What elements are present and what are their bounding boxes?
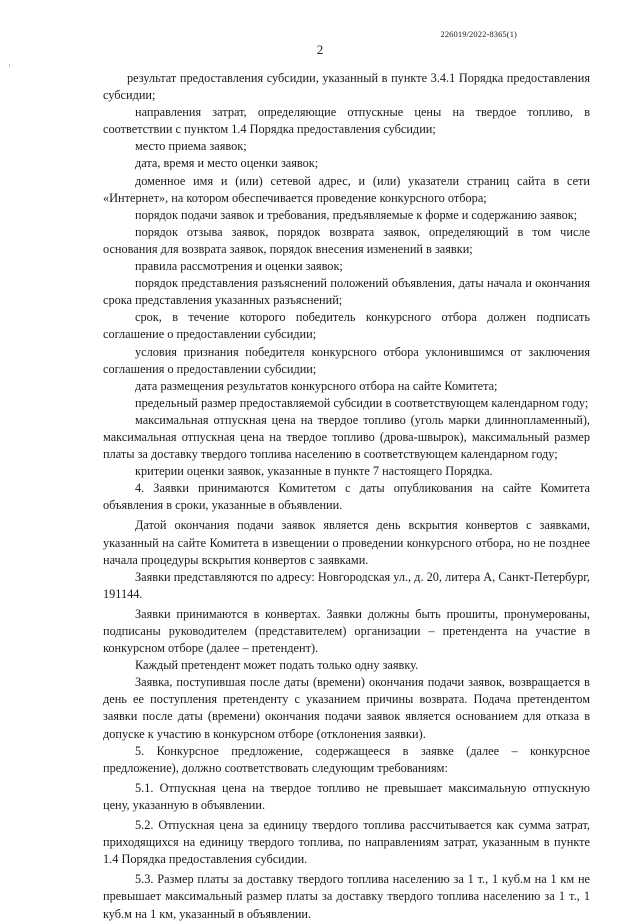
paragraph: 5.2. Отпускная цена за единицу твердого топлива рассчитывается как сумма затрат, приходящихся на единицу твердого топлива, по направлениям затрат, указанным в пункте 1.4 Порядка предоставления субсидии.	[103, 818, 590, 867]
paragraph: результат предоставления субсидии, указанный в пункте 3.4.1 Порядка предоставления субсидии;	[103, 71, 590, 103]
paragraph: порядок подачи заявок и требования, предъявляемые к форме и содержанию заявок;	[135, 207, 578, 222]
margin-mark	[9, 64, 10, 67]
page-number: 2	[316, 42, 324, 57]
paragraph: максимальная отпускная цена на твердое топливо (уголь марки длиннопламенный), максимальная отпускная цена на твердое топливо (дрова-швырок), максимальный размер платы за доставку твердого топлива населению в соответствующем календарном году;	[103, 412, 590, 462]
paragraph: 4. Заявки принимаются Комитетом с даты опубликования на сайте Комитета объявления в сроки, указанные в объявлении.	[103, 481, 590, 513]
paragraph: Заявки принимаются в конвертах. Заявки должны быть прошиты, пронумерованы, подписаны руководителем (представителем) организации – претендента на участие в конкурсном отборе (далее – претендент).	[103, 606, 590, 656]
document-id: 226019/2022-8365(1)	[440, 29, 517, 39]
paragraph: порядок представления разъяснений положений объявления, даты начала и окончания срока представления указанных разъяснений;	[103, 276, 590, 308]
paragraph: Каждый претендент может подать только одну заявку.	[135, 658, 419, 673]
paragraph: срок, в течение которого победитель конкурсного отбора должен подписать соглашение о предоставлении субсидии;	[103, 310, 590, 342]
paragraph: 5.1. Отпускная цена на твердое топливо не превышает максимальную отпускную цену, указанную в объявлении.	[103, 780, 590, 812]
document-body	[103, 70, 590, 923]
paragraph: порядок отзыва заявок, порядок возврата заявок, определяющий в том числе основания для возврата заявок, порядок внесения изменений в заявки;	[103, 224, 590, 256]
paragraph: правила рассмотрения и оценки заявок;	[135, 259, 343, 274]
paragraph: дата, время и место оценки заявок;	[135, 156, 319, 171]
paragraph: 5. Конкурсное предложение, содержащееся в заявке (далее – конкурсное предложение), должно соответствовать следующим требованиям:	[103, 743, 590, 775]
paragraph: доменное имя и (или) сетевой адрес, и (или) указатели страниц сайта в сети «Интернет», на котором обеспечивается проведение конкурсного отбора;	[103, 173, 590, 205]
paragraph: критерии оценки заявок, указанные в пункте 7 настоящего Порядка.	[135, 464, 493, 479]
paragraph: дата размещения результатов конкурсного отбора на сайте Комитета;	[135, 378, 498, 393]
paragraph: Датой окончания подачи заявок является день вскрытия конвертов с заявками, указанный на сайте Комитета в извещении о проведении конкурсного отбора, но не позднее начала процедуры вскрытия конвертов с заявками.	[103, 518, 590, 567]
paragraph: направления затрат, определяющие отпускные цены на твердое топливо, в соответствии с пунктом 1.4 Порядка предоставления субсидии;	[103, 105, 590, 137]
paragraph: Заявки представляются по адресу: Новгородская ул., д. 20, литера А, Санкт-Петербург, 191144.	[103, 569, 590, 601]
paragraph: Заявка, поступившая после даты (времени) окончания подачи заявок, возвращается в день ее поступления претенденту с указанием причины возврата. Подача претендентом заявки после даты (времени) окончания подачи заявок является основанием для отказа в допуске к участию в конкурсном отборе (отклонения заявки).	[103, 675, 590, 741]
paragraph: 5.3. Размер платы за доставку твердого топлива населению за 1 т., 1 куб.м на 1 км не превышает максимальный размер платы за доставку твердого топлива населению за 1 т., 1 куб.м на 1 км, указанный в объявлении.	[103, 872, 590, 921]
paragraph: место приема заявок;	[135, 139, 247, 154]
paragraph: предельный размер предоставляемой субсидии в соответствующем календарном году;	[135, 395, 589, 410]
paragraph: условия признания победителя конкурсного отбора уклонившимся от заключения соглашения о предоставлении субсидии;	[103, 344, 590, 376]
